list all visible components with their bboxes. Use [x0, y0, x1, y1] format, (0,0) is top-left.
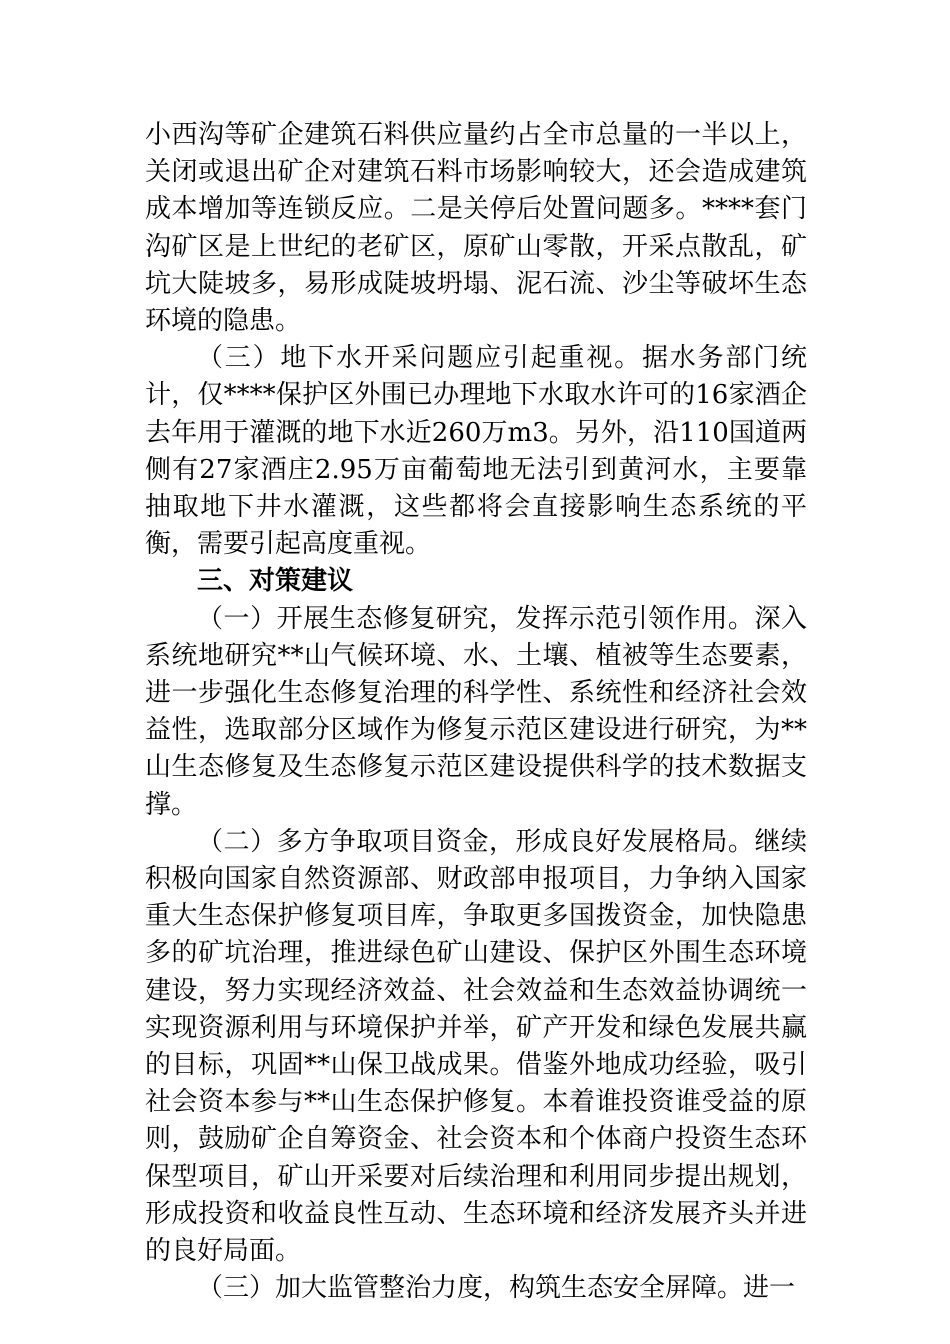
- paragraph-continuation: 小西沟等矿企建筑石料供应量约占全市总量的一半以上，关闭或退出矿企对建筑石料市场影响较大，还会造成建筑成本增加等连锁反应。二是关停后处置问题多。****套门沟矿区是上世纪的老矿区，原矿山零散，开采点散乱，矿坑大陡坡多，易形成陡坡坍塌、泥石流、沙尘等破坏生态环境的隐患。: [145, 120, 807, 337]
- section-heading-countermeasures: 三、对策建议: [197, 566, 354, 597]
- paragraph-supervision: （三）加大监管整治力度，构筑生态安全屏障。进一: [197, 1273, 796, 1304]
- paragraph-groundwater: （三）地下水开采问题应引起重视。据水务部门统计，仅****保护区外围已办理地下水取水许可的16家酒企去年用于灌溉的地下水近260万m3。另外，沿110国道两侧有27家酒庄2.95万亩葡萄地无法引到黄河水，主要靠抽取地下井水灌溉，这些都将会直接影响生态系统的平衡，需要引起高度重视。: [145, 343, 807, 560]
- document-body: [145, 117, 807, 1308]
- paragraph-project-funding: （二）多方争取项目资金，形成良好发展格局。继续积极向国家自然资源部、财政部申报项目，力争纳入国家重大生态保护修复项目库，争取更多国拨资金，加快隐患多的矿坑治理，推进绿色矿山建设、保护区外围生态环境建设，努力实现经济效益、社会效益和生态效益协调统一实现资源利用与环境保护并举，矿产开发和绿色发展共赢的目标，巩固**山保卫战成果。借鉴外地成功经验，吸引社会资本参与**山生态保护修复。本着谁投资谁受益的原则，鼓励矿企自筹资金、社会资本和个体商户投资生态环保型项目，矿山开采要对后续治理和利用同步提出规划，形成投资和收益良性互动、生态环境和经济发展齐头并进的良好局面。: [145, 826, 807, 1267]
- paragraph-ecological-research: （一）开展生态修复研究，发挥示范引领作用。深入系统地研究**山气候环境、水、土壤、植被等生态要素，进一步强化生态修复治理的科学性、系统性和经济社会效益性，选取部分区域作为修复示范区建设进行研究，为**山生态修复及生态修复示范区建设提供科学的技术数据支撑。: [145, 603, 807, 820]
